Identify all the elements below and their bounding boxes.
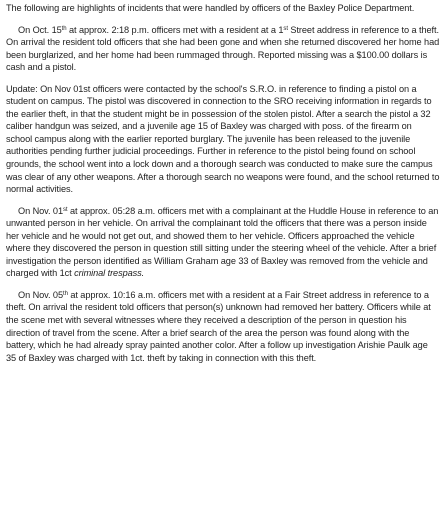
charge-text: criminal trespass. — [74, 268, 145, 279]
incident-paragraph: On Oct. 15th at approx. 2:18 p.m. officers met with a resident at a 1st Street address in reference to a theft. On arrival the resident told officers that she had been gone and when she returned discovered her home had been burglarized, and her home had been rummaged through. Reported missing was a $100.00 dollars is cash and a pistol. — [6, 24, 440, 73]
incident-update — [6, 83, 440, 196]
incident-oct-15 — [6, 24, 440, 74]
incident-date: On Nov. 05th — [18, 289, 68, 300]
incident-nov-05 — [6, 289, 440, 364]
incident-date: On Nov. 01st — [18, 205, 68, 216]
incident-paragraph: On Nov. 01st at approx. 05:28 a.m. officers met with a complainant at the Huddle House in reference to an unwanted person in her vehicle. On arrival the complainant told the officers that there was a person inside her vehicle and he would not get out, and showed them to her vehicle. Officers approached the vehicle where they discovered the person in question still sitting under the steering wheel of the vehicle. After a brief investigation the person identified as William Graham age 33 of Baxley was removed from the vehicle and charged with 1ct criminal trespass. — [6, 205, 439, 279]
update-paragraph: Update: On Nov 01st officers were contacted by the school's S.R.O. in reference to finding a pistol on a student on campus. The pistol was discovered in connection to the SRO receiving information in regards to the earlier theft, in that the student might be in possession of the stolen pistol. After a search the pistol a 32 caliber handgun was seized, and a juvenile age 15 of Baxley was charged with poss. of the firearm on school campus along with the earlier reported burglary. The juvenile has been released to the juvenile authorities pending further judicial proceedings. Further in reference to the pistol being found on school grounds, the school went into a lock down and a thorough search was conducted to make sure the campus was clear of any other weapons. After a thorough search no weapons were found, and the school returned to normal activities. — [6, 83, 440, 195]
incident-paragraph: On Nov. 05th at approx. 10:16 a.m. officers met with a resident at a Fair Street address in reference to a theft. On arrival the resident told officers that person(s) unknown had removed her battery. Officers while at the scene met with several witnesses where they received a description of the person in question his direction of travel from the scene. After a brief search of the area the person was found along with the battery, which he had already spray painted another color. After a follow up investigation Arishie Paulk age 35 of Baxley was charged with 1ct. theft by taking in connection with this theft. — [6, 289, 431, 363]
incident-nov-01 — [6, 205, 440, 280]
intro-paragraph: The following are highlights of incidents that were handled by officers of the Baxley Police Department. — [6, 3, 415, 13]
incident-date: On Oct. 15th — [18, 24, 67, 35]
